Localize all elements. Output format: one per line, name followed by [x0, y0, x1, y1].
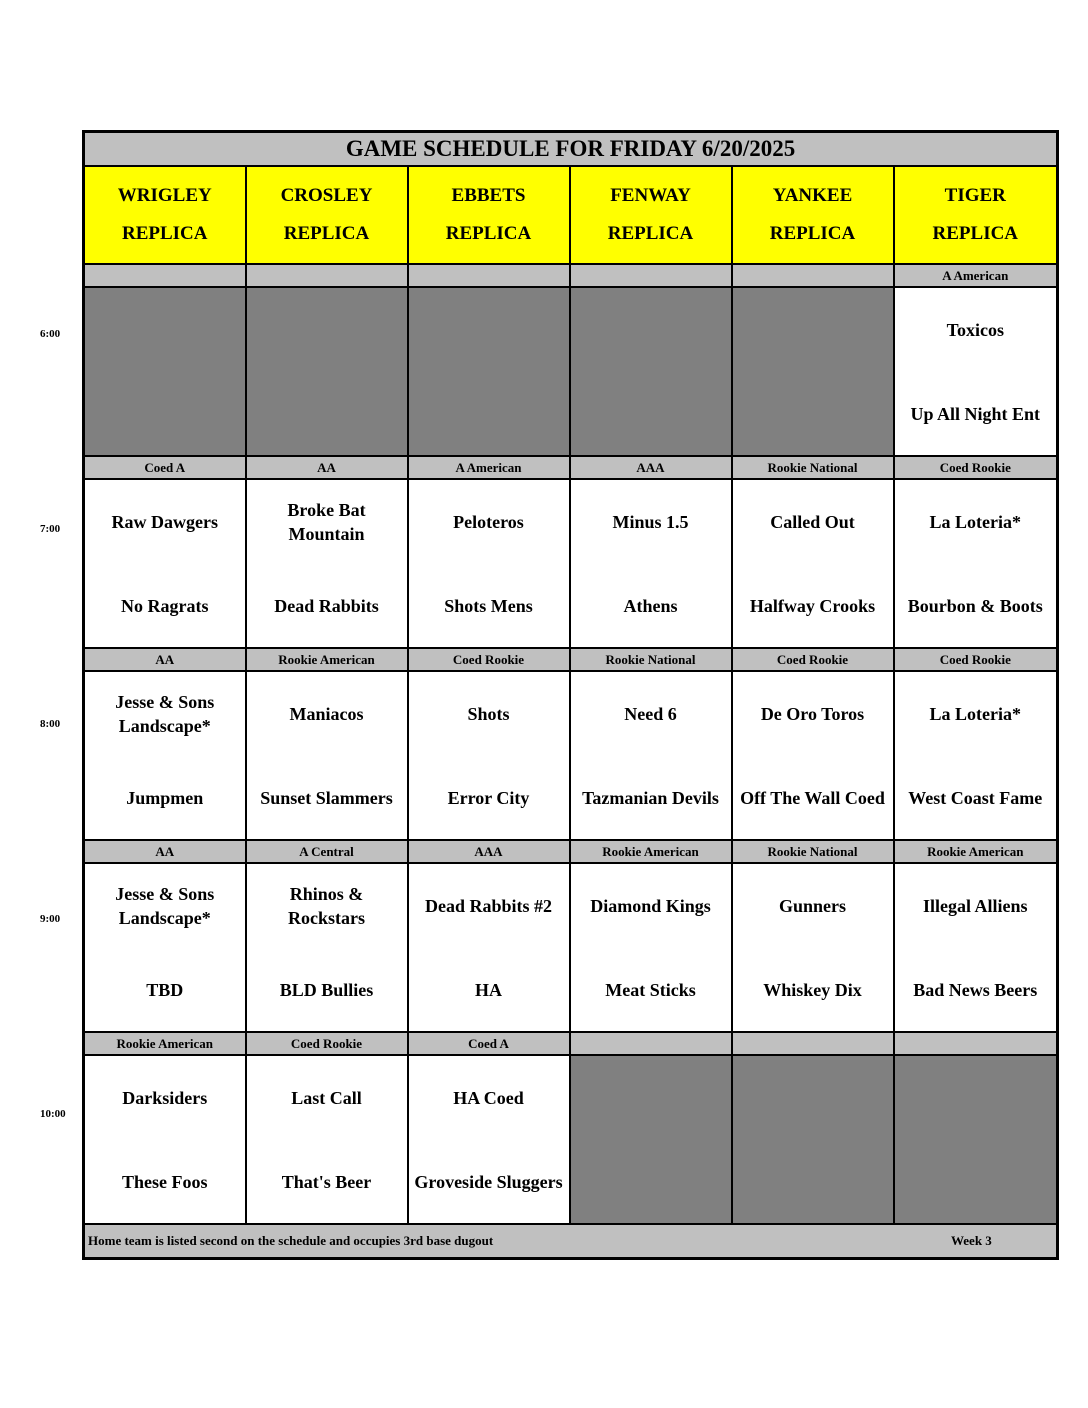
- home-team: These Foos: [122, 1171, 208, 1192]
- field-name: WRIGLEY: [117, 185, 212, 206]
- game-cell: [84, 671, 246, 840]
- away-team: Jesse & Sons Landscape*: [115, 884, 215, 928]
- field-header-4: [732, 166, 894, 264]
- home-team: Meat Sticks: [605, 979, 696, 1000]
- division-label: AA: [246, 456, 408, 479]
- division-label: Coed Rookie: [894, 648, 1058, 671]
- empty-slot: [408, 287, 570, 456]
- home-team: BLD Bullies: [279, 979, 374, 1000]
- division-row: [84, 1032, 1058, 1055]
- time-label: 8:00: [40, 718, 61, 730]
- home-team: That's Beer: [281, 1171, 372, 1192]
- away-team: Minus 1.5: [612, 512, 689, 532]
- home-team: Bad News Beers: [913, 979, 1038, 1000]
- division-label: [570, 264, 732, 287]
- away-team: Called Out: [770, 512, 855, 532]
- home-team: Dead Rabbits: [274, 595, 379, 616]
- away-team: Toxicos: [946, 320, 1004, 340]
- field-subtitle: REPLICA: [769, 223, 856, 244]
- away-team: Dead Rabbits #2: [424, 896, 553, 916]
- game-cell: [894, 479, 1058, 648]
- time-label: 10:00: [40, 1108, 66, 1120]
- away-team: Maniacos: [289, 704, 364, 724]
- away-team: Rhinos & Rockstars: [288, 884, 365, 928]
- away-team: Shots: [467, 704, 510, 724]
- away-team: Darksiders: [122, 1088, 208, 1108]
- field-subtitle: REPLICA: [607, 223, 694, 244]
- game-cell: [408, 479, 570, 648]
- division-label: AA: [84, 840, 246, 863]
- home-team: Error City: [447, 787, 530, 808]
- game-cell: [894, 863, 1058, 1032]
- division-label: Rookie National: [732, 840, 894, 863]
- field-subtitle: REPLICA: [283, 223, 370, 244]
- empty-slot: [732, 287, 894, 456]
- division-label: [570, 1032, 732, 1055]
- field-header-2: [408, 166, 570, 264]
- division-label: [408, 264, 570, 287]
- division-label: Rookie American: [570, 840, 732, 863]
- away-team: Diamond Kings: [590, 896, 711, 916]
- away-team: Jesse & Sons Landscape*: [115, 692, 215, 736]
- division-label: Coed A: [408, 1032, 570, 1055]
- away-team: La Loteria*: [929, 704, 1022, 724]
- game-cell: [732, 671, 894, 840]
- away-team: Last Call: [291, 1088, 362, 1108]
- division-label: Rookie American: [894, 840, 1058, 863]
- division-label: AA: [84, 648, 246, 671]
- division-label: Coed Rookie: [246, 1032, 408, 1055]
- game-row: [84, 671, 1058, 840]
- empty-slot: [570, 1055, 732, 1224]
- home-team: Sunset Slammers: [260, 787, 393, 808]
- home-team: West Coast Fame: [908, 787, 1043, 808]
- home-team: HA: [475, 979, 502, 1000]
- field-name: EBBETS: [451, 185, 526, 206]
- game-cell: [246, 671, 408, 840]
- home-team: Whiskey Dix: [763, 979, 862, 1000]
- time-label: 6:00: [40, 328, 61, 340]
- game-cell: [246, 1055, 408, 1224]
- empty-slot: [84, 287, 246, 456]
- away-team: Illegal Alliens: [923, 896, 1028, 916]
- away-team: Need 6: [624, 704, 677, 724]
- home-team: Tazmanian Devils: [582, 787, 719, 808]
- division-label: [246, 264, 408, 287]
- home-team: Off The Wall Coed: [740, 787, 885, 808]
- away-team: Gunners: [778, 896, 847, 916]
- empty-slot: [732, 1055, 894, 1224]
- field-header-3: [570, 166, 732, 264]
- game-cell: [570, 671, 732, 840]
- field-subtitle: REPLICA: [932, 223, 1019, 244]
- field-name: YANKEE: [772, 185, 853, 206]
- home-team: Shots Mens: [444, 595, 533, 616]
- division-label: Coed A: [84, 456, 246, 479]
- division-row: [84, 840, 1058, 863]
- division-label: Coed Rookie: [894, 456, 1058, 479]
- division-label: [84, 264, 246, 287]
- field-name: CROSLEY: [280, 185, 373, 206]
- game-row: [84, 1055, 1058, 1224]
- home-team: No Ragrats: [121, 595, 209, 616]
- division-label: AAA: [408, 840, 570, 863]
- division-label: AAA: [570, 456, 732, 479]
- away-team: Peloteros: [453, 512, 524, 532]
- away-team: HA Coed: [453, 1088, 524, 1108]
- division-label: A Central: [246, 840, 408, 863]
- division-label: Coed Rookie: [732, 648, 894, 671]
- field-header-5: [894, 166, 1058, 264]
- home-team: Up All Night Ent: [910, 403, 1041, 424]
- field-name: FENWAY: [610, 185, 691, 206]
- division-row: [84, 264, 1058, 287]
- game-cell: [408, 863, 570, 1032]
- game-cell: [732, 479, 894, 648]
- game-cell: [246, 863, 408, 1032]
- division-label: A American: [408, 456, 570, 479]
- division-label: Rookie National: [570, 648, 732, 671]
- game-cell: [570, 863, 732, 1032]
- field-subtitle: REPLICA: [121, 223, 208, 244]
- time-label: 7:00: [40, 523, 61, 535]
- division-label: Rookie National: [732, 456, 894, 479]
- away-team: Raw Dawgers: [111, 512, 218, 532]
- home-team: Halfway Crooks: [749, 595, 876, 616]
- game-cell: [84, 1055, 246, 1224]
- game-row: [84, 863, 1058, 1032]
- empty-slot: [570, 287, 732, 456]
- division-label: [732, 1032, 894, 1055]
- division-label: A American: [894, 264, 1058, 287]
- field-subtitle: REPLICA: [445, 223, 532, 244]
- home-team: Bourbon & Boots: [907, 595, 1043, 616]
- game-cell: [894, 671, 1058, 840]
- field-name: TIGER: [944, 185, 1006, 206]
- game-cell: [732, 863, 894, 1032]
- schedule-table: [82, 130, 1059, 1260]
- division-row: [84, 456, 1058, 479]
- empty-slot: [246, 287, 408, 456]
- field-header-1: [246, 166, 408, 264]
- away-team: De Oro Toros: [760, 704, 865, 724]
- game-cell: [84, 479, 246, 648]
- game-row: [84, 287, 1058, 456]
- home-team-note: Home team is listed second on the schedule and occupies 3rd base dugout: [88, 1233, 494, 1248]
- footer-bar: [84, 1224, 1058, 1259]
- time-label: 9:00: [40, 913, 61, 925]
- week-label: Week 3: [951, 1233, 992, 1248]
- game-cell: [408, 1055, 570, 1224]
- schedule-title: GAME SCHEDULE FOR FRIDAY 6/20/2025: [84, 132, 1058, 167]
- empty-slot: [894, 1055, 1058, 1224]
- division-label: Coed Rookie: [408, 648, 570, 671]
- game-cell: [408, 671, 570, 840]
- game-cell: [894, 287, 1058, 456]
- division-label: [894, 1032, 1058, 1055]
- game-cell: [246, 479, 408, 648]
- division-label: [732, 264, 894, 287]
- away-team: La Loteria*: [929, 512, 1022, 532]
- game-cell: [84, 863, 246, 1032]
- division-label: Rookie American: [246, 648, 408, 671]
- division-label: Rookie American: [84, 1032, 246, 1055]
- away-team: Broke Bat Mountain: [287, 500, 366, 544]
- division-row: [84, 648, 1058, 671]
- home-team: Athens: [623, 595, 678, 616]
- home-team: Jumpmen: [126, 787, 204, 808]
- game-cell: [570, 479, 732, 648]
- home-team: Groveside Sluggers: [414, 1171, 563, 1192]
- home-team: TBD: [146, 979, 184, 1000]
- game-row: [84, 479, 1058, 648]
- field-header-0: [84, 166, 246, 264]
